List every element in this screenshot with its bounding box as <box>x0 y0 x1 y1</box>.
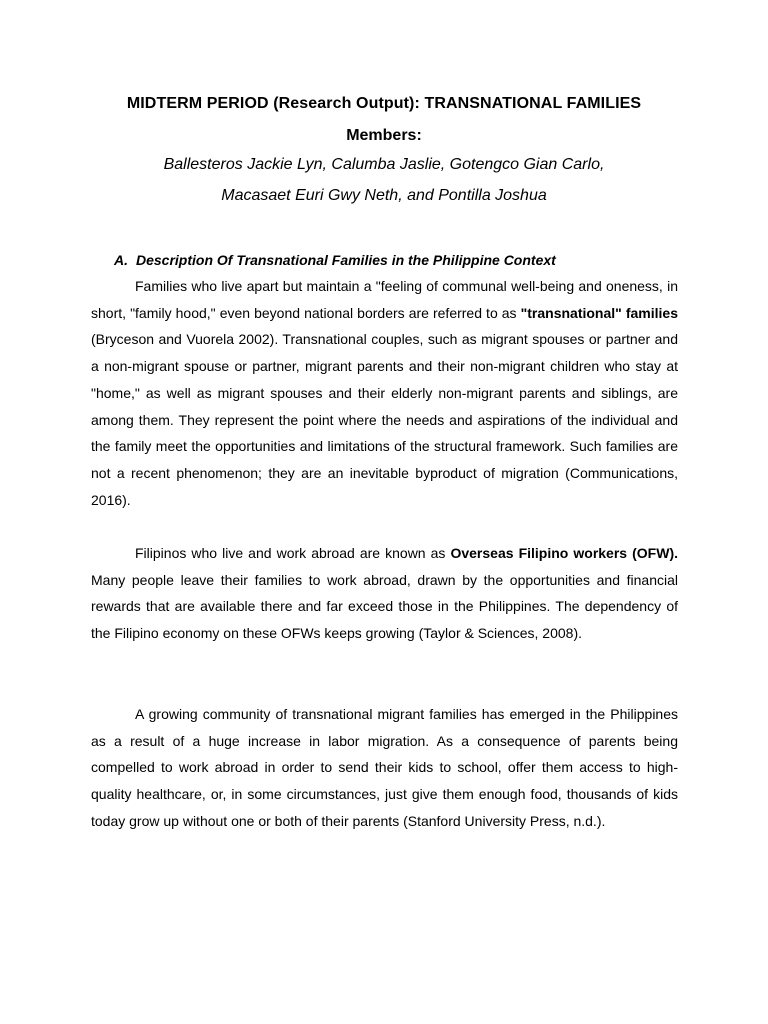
section-a-letter: A. <box>114 252 128 268</box>
paragraph-3 <box>91 701 678 835</box>
paragraph-2-bold-term: Overseas Filipino workers (OFW). <box>450 545 678 561</box>
members-label: Members: <box>346 127 422 144</box>
paragraph-2 <box>91 540 678 647</box>
paragraph-3-text: A growing community of transnational migrant families has emerged in the Philippines as a result of a huge increase in labor migration. As a consequence of parents being compelled to work abroad in order to send their kids to school, offer them access to high-quality healthcare, or, in some circumstances, just give them enough food, thousands of kids today grow up without one or both of their parents (Stanford University Press, n.d.). <box>91 706 678 829</box>
section-a-title: Description Of Transnational Families in the Philippine Context <box>136 252 556 268</box>
paragraph-1-bold-term: "transnational" families <box>520 304 678 321</box>
members-line-1: Ballesteros Jackie Lyn, Calumba Jaslie, Gotengco Gian Carlo, <box>163 156 605 173</box>
members-line-2: Macasaet Euri Gwy Neth, and Pontilla Joshua <box>221 187 547 204</box>
paragraph-1-text-after: (Bryceson and Vuorela 2002). Transnational couples, such as migrant spouses or partner and a non-migrant spouse or partner, migrant parents and their non-migrant children who stay at "home," as well as migrant spouses and their elderly non-migrant parents and siblings, are among them. They represent the point where the needs and aspirations of the individual and the family meet the opportunities and limitations of the structural framework. Such families are not a recent phenomenon; they are an inevitable byproduct of migration (Communications, 2016). <box>91 331 678 508</box>
section-a-heading <box>114 250 556 270</box>
paragraph-2-text-before: Filipinos who live and work abroad are known as <box>135 545 451 561</box>
document-title: MIDTERM PERIOD (Research Output): TRANSNATIONAL FAMILIES <box>126 95 642 112</box>
paragraph-2-text-after: Many people leave their families to work abroad, drawn by the opportunities and financial rewards that are available there and far exceed those in the Philippines. The dependency of the Filipino economy on these OFWs keeps growing (Taylor & Sciences, 2008). <box>91 571 678 642</box>
paragraph-1-text-before: Families who live apart but maintain a "feeling of communal well-being and oneness, in short, "family hood," even beyond national borders are referred to as <box>91 278 678 321</box>
paragraph-1 <box>91 273 678 513</box>
